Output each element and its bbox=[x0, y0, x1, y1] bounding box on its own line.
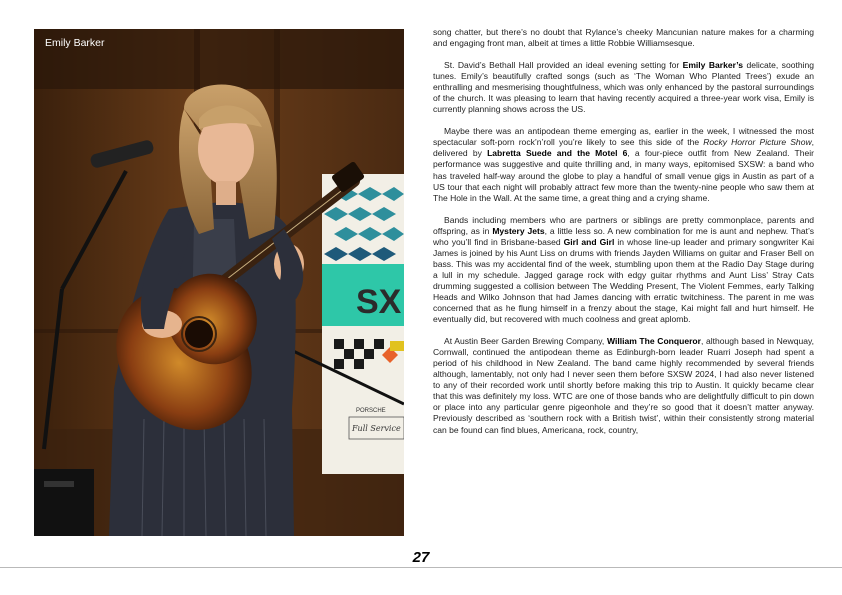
article-paragraph bbox=[433, 215, 814, 325]
paragraph-text: At Austin Beer Garden Brewing Company, bbox=[444, 336, 607, 347]
artist-name: William The Conqueror bbox=[606, 336, 701, 347]
performer-photo-illustration bbox=[34, 29, 404, 536]
paragraph-text: , a four-piece outfit from New Zealand. Their performance was suggestive and quite thrilling and, in many ways, epitomised SXSW: a band who has traveled half-way around the globe to play a handful of small venue gigs in Austin as part of a US tour that each night will probably attract few more than the twenty-nine people who saw them at The Hole in the Wall. At the same time, a great thing and a crying shame. bbox=[433, 148, 815, 203]
article-paragraph bbox=[433, 126, 814, 203]
banner-text: SX bbox=[356, 283, 402, 321]
artist-name: Mystery Jets bbox=[492, 225, 545, 236]
paragraph-text: Maybe there was an antipodean theme emerging as, earlier in the week, I witnessed the most spectacular soft-porn rock’n’roll you’re likely to see this side of the bbox=[433, 126, 814, 148]
page-number: 27 bbox=[412, 549, 430, 566]
artist-name: Emily Barker’s bbox=[682, 60, 744, 71]
sxsw-banner bbox=[322, 174, 404, 474]
artist-name: Girl and Girl bbox=[563, 236, 615, 247]
paragraph-text: St. David’s Bethall Hall provided an ideal evening setting for bbox=[444, 60, 683, 71]
article-paragraph bbox=[433, 27, 814, 49]
film-title: Rocky Horror Picture Show bbox=[703, 137, 812, 148]
artist-name: Labretta Suede and the Motel 6 bbox=[487, 148, 628, 159]
paragraph-text: Bands including members who are partners or siblings are pretty commonplace, parents and offspring, as in bbox=[433, 214, 814, 236]
banner-sponsor-service: Full Service bbox=[352, 424, 401, 433]
banner-sponsor-porsche: PORSCHE bbox=[356, 408, 386, 414]
paragraph-text: , although based in Newquay, Cornwall, continued the antipodean theme as Edinburgh-born leader Ruarri Joseph had spent a period of his childhood in New Zealand. The band came highly recommended by several friends although, lamentably, not only had I never seen them before SXSW 2024, I had also never listened to any of their recorded work until shortly before making this trip to Austin. It quickly became clear that this was definitely my loss. WTC are one of those bands who are delightfully difficult to pin down or place into any particular genre pigeonhole and they’re so good that it doesn’t matter anyway. Previously described as ‘southern rock with a British twist’, within their consistently strong material can be found can find blues, Americana, rock, country, bbox=[433, 336, 814, 435]
article-body bbox=[433, 27, 814, 447]
paragraph-text: in whose line-up leader and primary songwriter Kai James is joined by his Aunt Liss on drums with friends Jayden Williams on guitar and Fraser Bell on bass. This was my accidental find of the week, stumbling upon them at the Radio Day Stage during a lull in my schedule. Jagged garage rock with edgy guitar rhythms and Aunt Liss’ Stray Cats drumming suggested a collision between The Wedding Present, The Violent Femmes, early Talking Heads and Wilko Johnson that had James dancing with erratic twitchiness. The parent in me was concerned that as he flung himself in a frenzy about the stage, Kai might fall and hurt himself. He eventually did, but recovered with much coolness and great aplomb. bbox=[433, 236, 814, 325]
article-paragraph bbox=[433, 60, 814, 115]
photo-caption: Emily Barker bbox=[45, 37, 105, 49]
article-paragraph bbox=[433, 336, 814, 435]
paragraph-text: , delivered by bbox=[433, 137, 814, 159]
paragraph-text: delicate, soothing tunes. Emily’s beautifully crafted songs (such as ‘The Woman Who Planted Trees’) exude an enthralling and mesmerising thoughtfulness, which was only enhanced by the pastoral surroundings of the church. It was pleasing to learn that having recently acquired a three-year work visa, Emily is currently planning shows across the US. bbox=[433, 60, 814, 115]
paragraph-text: , a little less so. A new combination for me is aunt and nephew. That’s who you’ll find in Brisbane-based bbox=[433, 225, 815, 247]
performer-photo bbox=[34, 29, 404, 536]
paragraph-text: song chatter, but there’s no doubt that Rylance’s cheeky Mancunian nature makes for a charming and engaging front man, albeit at times a little Robbie Williamsesque. bbox=[433, 27, 814, 49]
footer-divider bbox=[0, 567, 842, 568]
